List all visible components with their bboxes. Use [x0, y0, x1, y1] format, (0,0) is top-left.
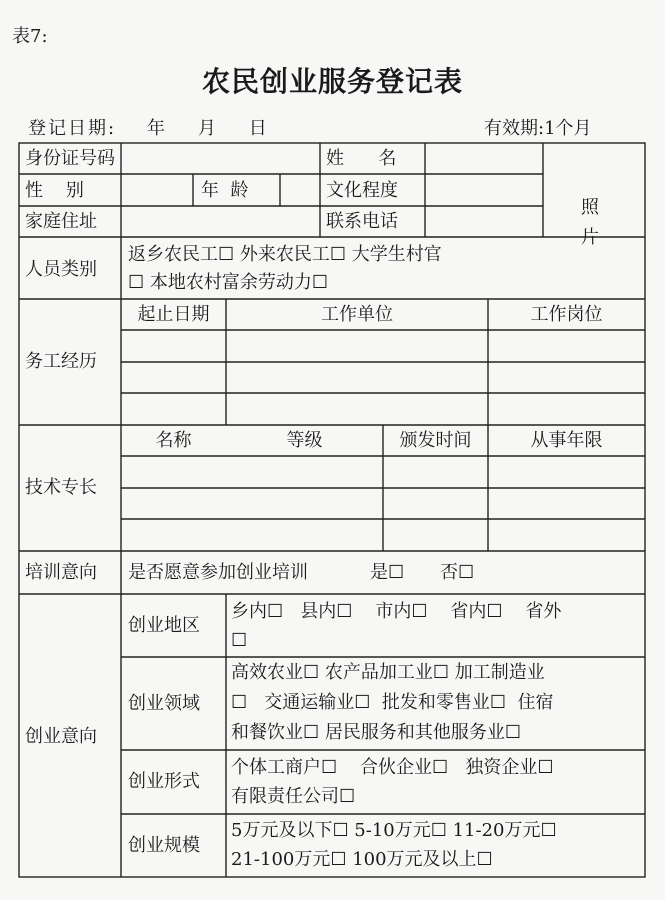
registration-date-field[interactable]: 登记日期: 年 月 日 — [28, 118, 269, 139]
intent-scale-label: 创业规模 — [128, 835, 200, 856]
skill-col-years: 从事年限 — [530, 430, 603, 451]
intent-label: 创业意向 — [25, 726, 97, 747]
id-number-label: 身份证号码 — [25, 148, 115, 169]
education-field[interactable] — [430, 180, 538, 204]
work-col-position: 工作岗位 — [530, 304, 603, 325]
work-col-employer: 工作单位 — [321, 304, 393, 325]
intent-field-options-line2[interactable]: ☐ 交通运输业☐ 批发和零售业☐ 住宿 — [231, 692, 554, 713]
intent-scale-options-line1[interactable]: 5万元及以下☐ 5-10万元☐ 11-20万元☐ — [231, 820, 557, 841]
gender-label: 性 别 — [25, 180, 84, 201]
phone-label: 联系电话 — [326, 211, 398, 232]
intent-form-options-line2[interactable]: 有限责任公司☐ — [231, 786, 356, 807]
training-yes-checkbox[interactable]: 是☐ — [370, 562, 405, 583]
gender-field[interactable] — [125, 180, 189, 204]
validity-period-label: 有效期:1个月 — [484, 118, 592, 139]
category-label: 人员类别 — [25, 259, 97, 280]
intent-scale-options-line2[interactable]: 21-100万元☐ 100万元及以上☐ — [231, 849, 493, 870]
work-col-period: 起止日期 — [137, 304, 210, 325]
intent-form-label: 创业形式 — [128, 771, 200, 792]
skill-col-issue-date: 颁发时间 — [399, 430, 472, 451]
training-question: 是否愿意参加创业培训 — [128, 562, 308, 583]
table-number-label: 表7: — [12, 26, 48, 47]
intent-field-options-line3[interactable]: 和餐饮业☐ 居民服务和其他服务业☐ — [231, 722, 521, 743]
education-label: 文化程度 — [326, 180, 398, 201]
name-label: 姓 名 — [326, 148, 397, 169]
intent-form-options-line1[interactable]: 个体工商户☐ 合伙企业☐ 独资企业☐ — [231, 757, 554, 778]
work-history-label: 务工经历 — [25, 351, 97, 372]
intent-area-options-line1[interactable]: 乡内☐ 县内☐ 市内☐ 省内☐ 省外 — [231, 601, 562, 622]
category-options-line1[interactable]: 返乡农民工☐ 外来农民工☐ 大学生村官 — [128, 244, 442, 265]
address-label: 家庭住址 — [25, 211, 97, 232]
skill-col-level: 等级 — [286, 430, 323, 451]
photo-area[interactable]: 照 片 — [581, 197, 599, 248]
category-options-line2[interactable]: ☐ 本地农村富余劳动力☐ — [128, 272, 328, 293]
address-field[interactable] — [125, 211, 315, 235]
age-label: 年 龄 — [201, 180, 249, 201]
training-label: 培训意向 — [25, 562, 97, 583]
form-title: 农民创业服务登记表 — [201, 65, 463, 98]
intent-area-label: 创业地区 — [128, 615, 200, 636]
skills-label: 技术专长 — [25, 477, 97, 498]
id-number-field[interactable] — [125, 148, 315, 172]
skill-col-name: 名称 — [155, 430, 192, 451]
age-field[interactable] — [284, 180, 316, 204]
name-field[interactable] — [430, 148, 538, 172]
intent-area-options-line2[interactable]: ☐ — [231, 630, 248, 651]
intent-field-options-line1[interactable]: 高效农业☐ 农产品加工业☐ 加工制造业 — [231, 662, 545, 683]
phone-field[interactable] — [430, 211, 538, 235]
training-no-checkbox[interactable]: 否☐ — [440, 562, 475, 583]
intent-field-label: 创业领域 — [128, 693, 200, 714]
